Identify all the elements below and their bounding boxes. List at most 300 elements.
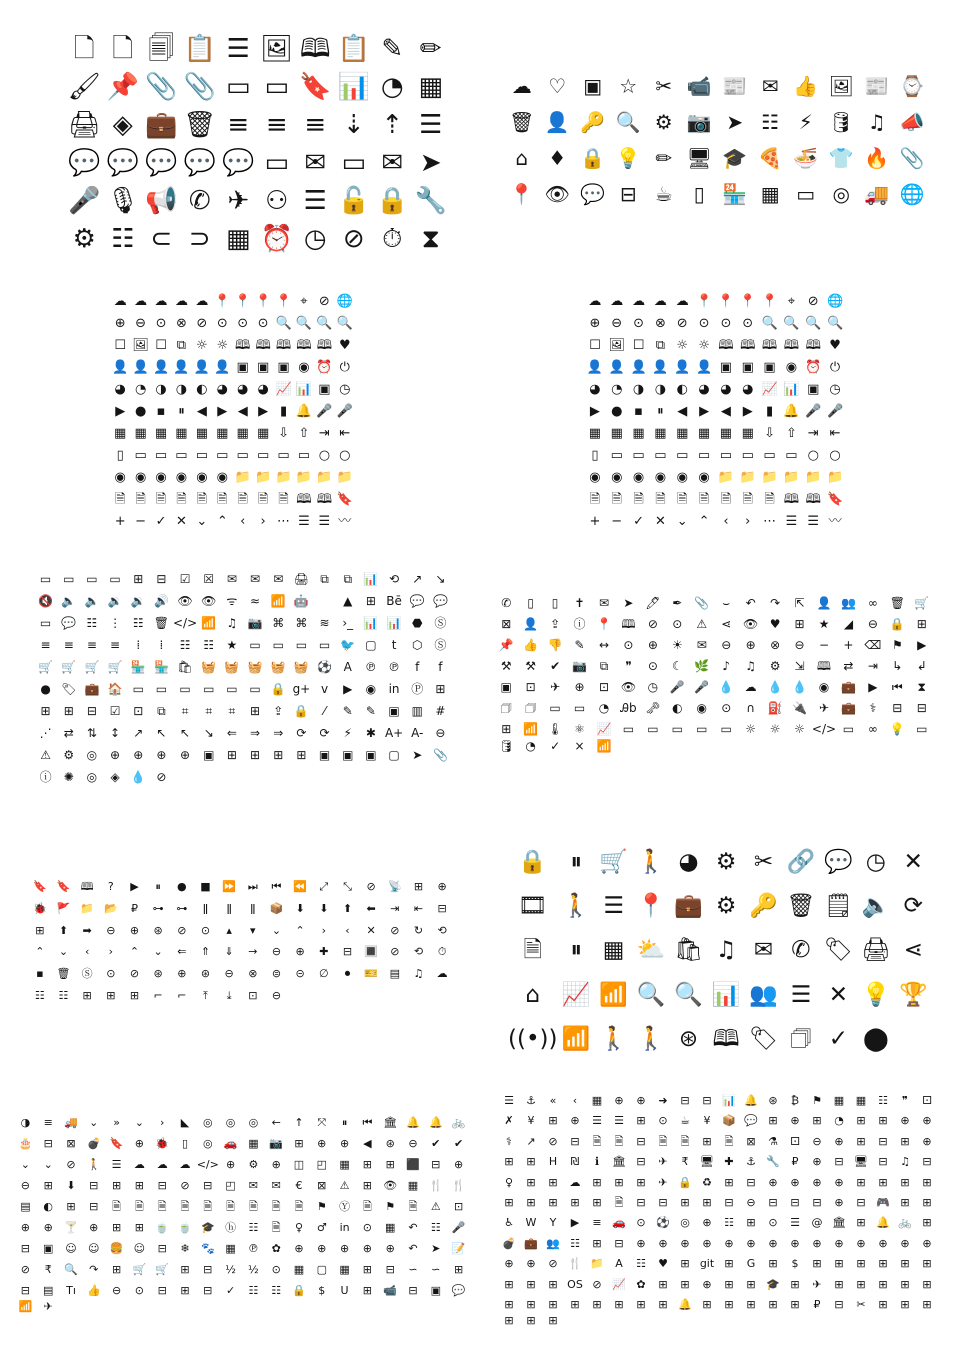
icon-outline-medium-12: 🗑 [509,110,535,134]
icon-dense-grid-b-146: ⊕ [636,1236,646,1250]
icon-small-grid-a-16: ⊘ [196,315,208,331]
icon-mixed-glyphs-c-85: ⏺ [344,966,351,980]
icon-small-grid-b-121: − [611,513,623,529]
icon-mixed-glyphs-c-75: ⊙ [106,966,116,980]
icon-mixed-glyphs-a-90: ● [40,682,51,696]
icon-small-grid-b-36: 👤 [586,359,603,375]
icon-small-grid-b-13: ⊖ [611,315,623,331]
icon-mixed-glyphs-a-29: 🤖 [293,594,309,608]
icon-mixed-glyphs-b-49: − [818,637,830,652]
icon-dense-grid-a-36: ⊛ [385,1137,395,1150]
icon-small-grid-b-112: 🗎 [677,491,688,507]
icon-dense-grid-a-159: ⊞ [453,1263,464,1276]
icon-mixed-glyphs-b-79: 🎤 [669,680,685,695]
icon-small-grid-a-11: 🌐 [336,293,353,309]
icon-small-grid-b-87: ▭ [654,447,667,463]
icon-small-grid-a-61: ● [134,403,147,419]
icon-dense-grid-a-35: ◀ [363,1137,372,1150]
icon-dense-grid-b-183: OS [567,1277,583,1291]
icon-dense-grid-a-175: ⊞ [362,1284,372,1297]
icon-dense-grid-a-5: ⌄ [134,1116,144,1129]
icon-mixed-glyphs-b-36: 📌 [498,637,514,652]
icon-dense-grid-b-160: ⊕ [504,1257,514,1271]
icon-outline-medium-28: ✏ [655,146,673,170]
icon-mixed-glyphs-a-20: 🔈 [84,594,100,608]
icon-dense-grid-b-21: ¥ [527,1114,535,1128]
icon-outline-medium-47: 🌐 [899,182,925,206]
icon-small-grid-b-25: 🖼 [608,337,625,353]
icon-mixed-glyphs-b-118: ☼ [745,722,757,737]
icon-mixed-glyphs-a-34: 💬 [409,594,425,608]
icon-outline-medium-8: 👍 [793,74,819,98]
icon-mixed-glyphs-b-97: ◐ [672,701,683,716]
icon-mixed-glyphs-b-46: ⊕ [745,637,756,652]
icon-outline-medium-31: 🍕 [757,146,783,170]
icon-mixed-glyphs-b-15: ∞ [867,595,878,610]
icon-set-mixed-glyphs-b [494,592,934,752]
icon-dense-grid-b-101: ⊞ [526,1195,536,1209]
icon-outline-medium-19: ☷ [761,110,780,134]
icon-dense-grid-b-152: ⊕ [768,1236,778,1250]
icon-small-grid-b-46: ⏰ [805,359,822,375]
icon-solid-large-40: ☰ [790,981,812,1008]
icon-dense-grid-b-157: ⊕ [878,1236,888,1250]
icon-small-grid-b-118: 🕮 [805,491,821,507]
icon-mixed-glyphs-b-83: 💧 [767,680,783,695]
icon-mixed-glyphs-b-62: 🌿 [694,658,710,673]
icon-small-grid-a-95: ○ [339,447,351,463]
icon-solid-large-20: 🔈 [861,893,891,920]
icon-dense-grid-b-3: ‹ [572,1093,578,1107]
icon-set-solid-large [508,840,932,1062]
icon-dense-grid-a-109: ⓗ [225,1221,237,1234]
icon-small-grid-a-111: 🗎 [176,491,187,507]
icon-mixed-glyphs-a-47: ⌘ [295,616,308,630]
icon-mixed-glyphs-b-52: ⚑ [891,637,903,652]
icon-mixed-glyphs-a-155: ⊞ [296,748,307,762]
icon-dense-grid-a-1: ≡ [43,1116,53,1129]
icon-mixed-glyphs-a-150: ⊕ [180,748,191,762]
icon-mixed-glyphs-c-99: ⊡ [248,988,258,1002]
icon-outline-large-10: 🖌 [67,72,101,102]
icon-small-grid-b-15: ⊗ [654,315,666,331]
icon-outline-medium-9: 🖼 [828,74,854,98]
icon-dense-grid-a-39: ✔ [453,1137,464,1150]
icon-dense-grid-b-221: ⊞ [526,1314,536,1327]
icon-dense-grid-a-13: ⤧ [317,1116,327,1129]
icon-mixed-glyphs-b-59: ❞ [625,658,632,673]
icon-dense-grid-b-18: ❞ [902,1093,908,1107]
icon-dense-grid-a-96: ⚑ [385,1200,396,1213]
icon-outline-medium-17: 📷 [686,110,712,134]
icon-outline-large-46: ☰ [303,186,327,216]
icon-small-grid-a-110: 🗎 [155,491,167,507]
icon-small-grid-a-28: ☼ [196,337,208,353]
icon-dense-grid-a-44: ☰ [111,1158,122,1171]
icon-dense-grid-a-28: ◎ [202,1137,213,1150]
icon-outline-large-19: ▦ [418,72,444,102]
icon-outline-medium-35: 📎 [899,146,925,170]
icon-solid-large-51: 🗇 [790,1026,812,1053]
icon-dense-grid-b-0: ☰ [504,1093,514,1107]
icon-mixed-glyphs-b-57: 📷 [572,658,588,673]
icon-dense-grid-b-124: ≡ [592,1216,602,1230]
icon-mixed-glyphs-a-148: ⊕ [133,748,144,762]
icon-dense-grid-a-134: ⊕ [339,1242,350,1255]
icon-mixed-glyphs-a-98: ▭ [226,682,238,696]
icon-outline-large-54: ▦ [225,224,251,254]
icon-small-grid-b-30: 🕮 [718,337,734,353]
icon-dense-grid-b-15: ▦ [833,1093,845,1107]
icon-mixed-glyphs-c-21: 📂 [103,901,118,915]
icon-dense-grid-b-102: ⊞ [548,1195,558,1209]
icon-dense-grid-a-179: 💬 [451,1284,466,1297]
icon-mixed-glyphs-a-86: ℗ [364,660,377,674]
icon-mixed-glyphs-a-55: ≡ [63,638,74,652]
icon-dense-grid-b-2: « [549,1093,557,1107]
icon-solid-large-22: 🗎 [523,937,542,964]
icon-small-grid-b-20: 🔍 [761,315,778,331]
icon-dense-grid-a-46: ☁ [156,1158,168,1171]
icon-mixed-glyphs-b-75: ⊕ [574,680,585,695]
icon-small-grid-b-47: ⏻ [829,359,841,375]
icon-small-grid-b-129: ☰ [785,513,798,529]
icon-dense-grid-b-33: ⊕ [790,1114,800,1128]
icon-small-grid-a-43: ▣ [256,359,270,375]
icon-dense-grid-b-161: ⊕ [526,1257,536,1271]
icon-dense-grid-a-103: ⊕ [89,1221,99,1234]
icon-outline-medium-0: ☁ [511,74,532,98]
icon-outline-medium-21: 🛢 [828,110,854,134]
icon-mixed-glyphs-c-50: ✕ [366,923,376,937]
icon-small-grid-a-29: ☼ [216,337,229,353]
icon-dense-grid-a-150: ½ [248,1263,259,1276]
icon-dense-grid-b-186: ✿ [636,1277,646,1291]
icon-dense-grid-a-85: 🗎 [134,1200,144,1213]
icon-outline-medium-7: ✉ [761,74,779,98]
icon-dense-grid-b-147: ⊕ [658,1236,668,1250]
icon-mixed-glyphs-c-36: ⊞ [35,923,45,937]
icon-mixed-glyphs-c-20: 📁 [80,901,94,915]
icon-mixed-glyphs-a-107: ⊞ [435,682,446,696]
icon-small-grid-b-75: ▦ [654,425,667,441]
icon-solid-large-19: 🗒 [823,893,853,920]
icon-mixed-glyphs-a-112: ⊡ [133,704,144,718]
icon-dense-grid-b-30: 📦 [722,1114,736,1128]
icon-mixed-glyphs-c-14: ⊘ [366,880,376,894]
icon-mixed-glyphs-c-55: ⌄ [58,945,69,959]
icon-small-grid-b-80: ⇩ [764,425,776,441]
icon-solid-large-18: 🗑 [786,893,816,920]
icon-dense-grid-b-77: ⊟ [878,1155,888,1169]
icon-mixed-glyphs-a-97: ▭ [203,682,215,696]
icon-mixed-glyphs-b-1: ▯ [527,595,534,610]
icon-dense-grid-a-3: ⌄ [89,1116,99,1129]
icon-dense-grid-a-106: 🍵 [155,1221,170,1234]
icon-dense-grid-b-214: ₽ [813,1298,821,1312]
icon-dense-grid-a-25: ⊕ [134,1137,144,1150]
icon-small-grid-a-101: ◉ [216,469,228,485]
icon-dense-grid-b-104: ⊞ [592,1195,602,1209]
icon-dense-grid-b-73: ₽ [791,1155,799,1169]
icon-mixed-glyphs-b-7: ✒ [672,595,683,610]
icon-outline-medium-27: 💡 [615,146,641,170]
icon-dense-grid-b-107: ⊟ [658,1195,668,1209]
icon-mixed-glyphs-b-71: ↲ [916,658,927,673]
icon-mixed-glyphs-c-59: ⌄ [153,945,163,959]
icon-mixed-glyphs-b-96: 🗝 [645,701,661,716]
icon-solid-large-44: ((•)) [508,1026,558,1053]
icon-dense-grid-b-114: ⊟ [812,1195,822,1209]
icon-mixed-glyphs-a-8: ✉ [226,572,237,586]
icon-dense-grid-a-122: ☺ [65,1242,77,1255]
icon-mixed-glyphs-a-18: 🔇 [38,594,54,608]
icon-mixed-glyphs-c-82: ⊜ [271,966,282,980]
icon-mixed-glyphs-b-106: ⊟ [892,701,903,716]
icon-mixed-glyphs-a-42: </> [173,616,198,630]
icon-small-grid-a-13: ⊖ [135,315,147,331]
icon-small-grid-b-97: ◉ [611,469,623,485]
icon-dense-grid-b-36: ⊞ [856,1114,866,1128]
icon-small-grid-a-6: 📍 [234,293,251,309]
icon-dense-grid-b-81: ⊞ [526,1175,536,1189]
icon-small-grid-b-61: ● [611,403,623,419]
icon-mixed-glyphs-a-92: 💼 [84,682,100,696]
icon-small-grid-b-31: 🕮 [740,337,756,353]
icon-small-grid-b-95: ○ [829,447,841,463]
icon-small-grid-b-98: ◉ [632,469,645,485]
icon-small-grid-b-107: 📁 [826,469,844,485]
icon-dense-grid-a-136: ⊕ [385,1242,395,1255]
icon-small-grid-b-76: ▦ [676,425,689,441]
icon-small-grid-a-73: ▦ [134,425,147,441]
icon-mixed-glyphs-c-28: 📦 [269,901,284,915]
icon-mixed-glyphs-b-44: ✉ [696,637,707,652]
icon-mixed-glyphs-a-164: ◎ [86,770,98,784]
icon-outline-large-21: ◈ [112,110,133,140]
icon-small-grid-b-96: ◉ [589,469,601,485]
icon-mixed-glyphs-b-50: + [843,637,854,652]
icon-small-grid-b-11: 🌐 [826,293,844,309]
icon-outline-medium-42: 🏪 [722,182,748,206]
icon-solid-large-12: 🚶 [561,893,591,920]
icon-dense-grid-a-78: 🍴 [428,1179,443,1192]
icon-outline-medium-23: 📣 [899,110,925,134]
icon-small-grid-a-65: ▶ [217,403,228,419]
icon-outline-medium-34: 🔥 [864,146,890,170]
icon-dense-grid-b-138: 🚲 [898,1216,912,1230]
icon-mixed-glyphs-b-27: ⋖ [721,616,732,631]
icon-mixed-glyphs-a-21: 🔉 [107,594,123,608]
icon-mixed-glyphs-a-71: Ⓢ [434,638,447,652]
icon-small-grid-a-67: ▶ [258,403,269,419]
icon-mixed-glyphs-a-152: ⊞ [226,748,237,762]
icon-mixed-glyphs-a-10: ✉ [273,572,284,586]
icon-dense-grid-b-217: ⊞ [878,1298,888,1312]
icon-dense-grid-b-174: ⊞ [812,1257,822,1271]
icon-mixed-glyphs-a-80: 🧺 [224,660,240,674]
icon-mixed-glyphs-b-113: ▭ [622,722,635,737]
icon-small-grid-a-45: ◉ [298,359,310,375]
icon-dense-grid-b-29: ¥ [703,1114,711,1128]
icon-dense-grid-b-143: ☷ [570,1236,580,1250]
icon-dense-grid-b-195: ⊞ [834,1277,844,1291]
icon-small-grid-a-81: ⇧ [298,425,310,441]
icon-mixed-glyphs-b-8: 📎 [694,595,710,610]
icon-mixed-glyphs-a-145: ⚙ [63,748,75,762]
icon-dense-grid-a-89: 🗎 [226,1200,236,1213]
icon-mixed-glyphs-c-92: ⊞ [82,988,92,1002]
icon-outline-large-9: ✏ [419,34,442,64]
icon-dense-grid-b-28: ☕ [680,1114,690,1128]
icon-dense-grid-a-72: € [295,1179,303,1192]
icon-dense-grid-b-74: ⊕ [812,1155,822,1169]
icon-small-grid-b-5: 📍 [695,293,713,309]
icon-small-grid-a-56: 📈 [275,381,292,397]
icon-dense-grid-b-75: ⊟ [834,1155,844,1169]
icon-small-grid-a-39: 👤 [173,359,190,375]
icon-mixed-glyphs-a-30 [313,590,336,612]
icon-small-grid-a-5: 📍 [214,293,231,309]
icon-small-grid-b-54: ◕ [720,381,732,397]
icon-small-grid-b-27: ⧉ [655,337,666,353]
icon-dense-grid-a-120: ⊟ [20,1242,30,1255]
icon-solid-large-1: ⏸ [570,848,582,875]
icon-small-grid-a-40: 👤 [193,359,210,375]
icon-small-grid-a-46: ⏰ [316,359,333,375]
icon-mixed-glyphs-b-88: ⏮ [891,680,903,695]
icon-dense-grid-a-151: ⊙ [271,1263,281,1276]
icon-small-grid-b-128: ⋯ [763,513,777,529]
icon-dense-grid-a-129: ▦ [225,1242,236,1255]
icon-small-grid-b-65: ▶ [699,403,710,419]
icon-dense-grid-a-61: ⊞ [43,1179,53,1192]
icon-small-grid-b-12: ⊕ [589,315,601,331]
icon-dense-grid-b-40: ⚕ [506,1134,512,1148]
icon-mixed-glyphs-a-93: 🏠 [107,682,123,696]
icon-dense-grid-a-65: ⊞ [134,1179,144,1192]
icon-dense-grid-a-87: 🗎 [180,1200,190,1213]
icon-dense-grid-b-58: ⊞ [900,1134,910,1148]
icon-small-grid-a-127: › [260,513,266,529]
icon-mixed-glyphs-a-25: 👁 [201,594,217,608]
icon-mixed-glyphs-a-82: 🧺 [270,660,286,674]
icon-dense-grid-b-144: ⊞ [592,1236,602,1250]
icon-dense-grid-a-49: ⊕ [225,1158,236,1171]
icon-mixed-glyphs-a-59: ⁞ [159,638,164,652]
icon-dense-grid-b-34: ⊞ [812,1114,822,1128]
icon-dense-grid-b-119: ⊞ [922,1195,932,1209]
icon-dense-grid-a-147: ⊞ [180,1263,190,1276]
icon-dense-grid-b-85: ⊞ [614,1175,624,1189]
icon-mixed-glyphs-c-56: ‹ [84,945,90,959]
icon-small-grid-b-85: ▭ [610,447,623,463]
icon-dense-grid-a-149: ½ [225,1263,236,1276]
icon-mixed-glyphs-a-38: ☷ [86,616,98,630]
icon-dense-grid-b-26: ⊞ [636,1114,646,1128]
icon-mixed-glyphs-a-83: 🧺 [293,660,309,674]
icon-solid-large-8: 💬 [824,848,853,875]
icon-dense-grid-b-176: ⊞ [856,1257,866,1271]
icon-small-grid-b-109: 🗎 [611,491,622,507]
icon-small-grid-b-105: 📁 [783,469,800,485]
icon-outline-medium-26: 🔒 [580,146,606,170]
icon-small-grid-a-21: 🔍 [295,315,313,331]
icon-small-grid-b-77: ▦ [697,425,711,441]
icon-dense-grid-a-160: ⊟ [20,1284,30,1297]
icon-dense-grid-b-64: ℹ [594,1155,600,1169]
icon-dense-grid-b-83: ☁ [569,1175,581,1189]
icon-dense-grid-b-184: ⊘ [592,1277,602,1291]
icon-dense-grid-a-12: ↑ [294,1116,304,1129]
icon-dense-grid-a-163: 👍 [86,1284,101,1297]
icon-dense-grid-b-192: 🎓 [766,1277,780,1291]
icon-solid-large-35: 📶 [599,981,628,1008]
icon-small-grid-a-108: 🗎 [114,491,126,507]
icon-mixed-glyphs-a-27: ≈ [250,594,261,608]
icon-small-grid-b-131: 〰 [828,513,842,529]
icon-solid-large-23: ⏸ [570,937,582,964]
icon-small-grid-b-43: ▣ [741,359,754,375]
icon-mixed-glyphs-c-0: 🔖 [32,880,47,894]
icon-mixed-glyphs-b-107: ⊟ [916,701,927,716]
icon-dense-grid-b-91: ⊟ [746,1175,756,1189]
icon-dense-grid-b-1: ⚓ [526,1093,536,1107]
icon-dense-grid-b-179: ⊞ [922,1257,932,1271]
icon-dense-grid-b-216: ✂ [856,1298,866,1312]
icon-small-grid-a-31: 🕮 [255,337,271,353]
icon-mixed-glyphs-c-72: ▪ [36,966,44,980]
icon-dense-grid-a-93: ⚑ [316,1200,327,1213]
icon-dense-grid-a-86: 🗎 [157,1200,167,1213]
icon-dense-grid-a-108: 🎓 [200,1221,215,1234]
icon-mixed-glyphs-b-114: ▭ [647,722,659,737]
icon-small-grid-b-111: 🗎 [655,491,666,507]
icon-dense-grid-a-117: ↶ [408,1221,418,1234]
icon-mixed-glyphs-a-2: ▭ [86,572,98,586]
icon-mixed-glyphs-c-7: ■ [200,880,211,894]
icon-dense-grid-a-171: ☷ [271,1284,282,1297]
icon-dense-grid-b-191: ⊞ [746,1277,756,1291]
icon-mixed-glyphs-b-85: ◉ [818,680,830,695]
icon-dense-grid-a-133: ⊕ [317,1242,327,1255]
icon-small-grid-a-126: ‹ [240,513,246,529]
icon-dense-grid-b-189: ⊕ [702,1277,712,1291]
icon-mixed-glyphs-b-16: 🗑 [889,595,905,610]
icon-mixed-glyphs-a-113: ⧉ [157,704,166,718]
icon-mixed-glyphs-a-160: ➤ [412,748,423,762]
icon-mixed-glyphs-a-135: ⇒ [250,726,261,740]
icon-solid-large-2: 🛒 [599,848,628,875]
icon-small-grid-b-48: ◕ [589,381,601,397]
icon-small-grid-a-22: 🔍 [316,315,333,331]
icon-mixed-glyphs-a-58: ⁞ [136,638,141,652]
icon-small-grid-a-60: ▶ [115,403,126,419]
icon-mixed-glyphs-c-40: ⊕ [129,923,140,937]
icon-dense-grid-a-9: ◎ [225,1116,236,1129]
icon-small-grid-a-112: 🗎 [196,491,208,507]
icon-mixed-glyphs-b-126: 🛢 [498,738,514,753]
icon-solid-large-21: ⟳ [903,893,923,920]
icon-small-grid-a-74: ▦ [154,425,168,441]
icon-dense-grid-a-42: ⊘ [66,1158,76,1171]
icon-outline-medium-4: ✂ [655,74,673,98]
icon-outline-large-57: ⊘ [342,224,365,254]
icon-mixed-glyphs-b-48: ⊖ [794,637,805,652]
icon-outline-large-30: 💬 [68,148,101,178]
icon-dense-grid-a-139: 📝 [451,1242,466,1255]
icon-mixed-glyphs-c-69: ⊘ [390,945,400,959]
